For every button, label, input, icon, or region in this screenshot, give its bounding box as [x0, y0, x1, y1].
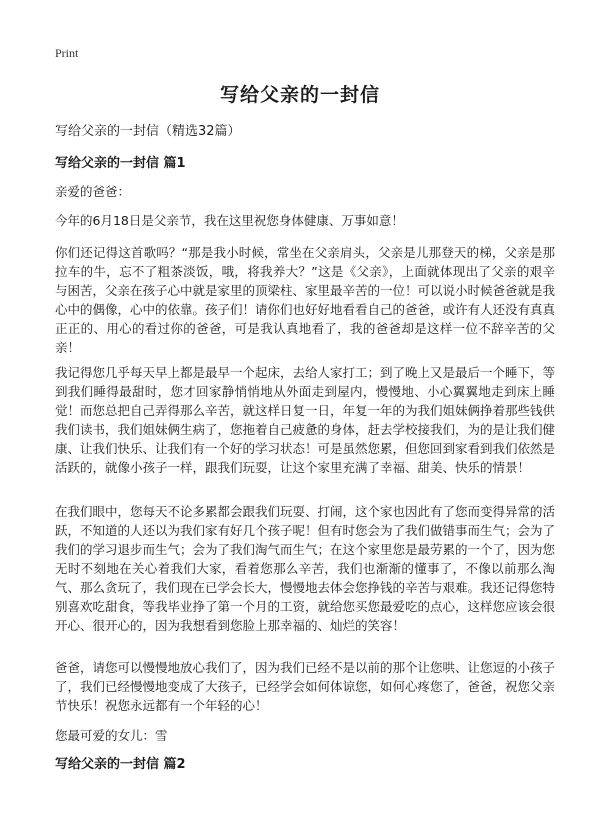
document-subtitle: 写给父亲的一封信（精选32篇） — [55, 124, 241, 139]
letter-paragraph: 我记得您几乎每天早上都是最早一个起床，去给人家打工；到了晚上又是最后一个睡下，等到我们睡得最甜时，您才回家静悄悄地从外面走到屋内，慢慢地、小心翼翼地走到床上睡觉！而您总把自己弄得那么辛苦，就这样日复一日，年复一年的为我们姐妹俩挣着那些钱供我们读书，我们姐妹俩生病了，您拖着自己疲惫的身体，赶去学校接我们，为的是让我们健康、让我们快乐、让我们有一个好的学习状态！可是虽然您累，但您回到家看到我们依然是活跃的，就像小孩子一样，跟我们玩耍，让这个家里充满了幸福、甜美、快乐的情景！ — [55, 365, 556, 475]
section-heading: 写给父亲的一封信 篇2 — [55, 757, 186, 772]
letter-salutation: 亲爱的爸爸： — [55, 184, 131, 199]
letter-paragraph: 在我们眼中，您每天不论多累都会跟我们玩耍、打闹，这个家也因此有了您而变得异常的活跃，不知道的人还以为我们家有好几个孩子呢！但有时您会为了我们做错事而生气；会为了我们的学习退步而生气；会为了我们淘气而生气；在这个家里您是最劳累的一个了，因为您无时不刻地在关心着我们大家，看着您那么辛苦，我们也渐渐的懂事了，不像以前那么淘气、那么贪玩了，我们现在已学会长大，慢慢地去体会您挣钱的辛苦与艰难。我还记得您特别喜欢吃甜食，等我毕业挣了第一个月的工资，就给您买您最爱吃的点心，这样您应该会很开心、很开心的，因为我想看到您脸上那幸福的、灿烂的笑容！ — [55, 504, 556, 633]
letter-paragraph: 你们还记得这首歌吗？“那是我小时候，常坐在父亲肩头，父亲是儿那登天的梯，父亲是那拉车的牛，忘不了粗茶淡饭，哦，将我养大？”这是《父亲》，上面就体现出了父亲的艰辛与困苦，父亲在孩子心中就是家里的顶梁柱、家里最辛苦的一位！可以说小时候爸爸就是我心中的偶像，心中的依靠。孩子们！请你们也好好地看看自己的爸爸，或许有人还没有真真正正的、用心的看过你的爸爸，可是我认真地看了，我的爸爸却是这样一位不辞辛苦的父亲！ — [55, 245, 556, 355]
print-link[interactable]: Print — [55, 46, 79, 60]
page-title: 写给父亲的一封信 — [219, 84, 380, 106]
letter-signature: 您最可爱的女儿：雪 — [55, 728, 168, 743]
letter-paragraph: 今年的6月18日是父亲节，我在这里祝您身体健康、万事如意！ — [55, 213, 404, 228]
letter-paragraph: 爸爸，请您可以慢慢地放心我们了，因为我们已经不是以前的那个让您哄、让您逗的小孩子了，我们已经慢慢地变成了大孩子，已经学会如何体谅您，如何心疼您了，爸爸，祝您父亲节快乐！祝您永远都有一个年轻的心！ — [55, 660, 556, 713]
section-heading: 写给父亲的一封信 篇1 — [55, 156, 186, 171]
